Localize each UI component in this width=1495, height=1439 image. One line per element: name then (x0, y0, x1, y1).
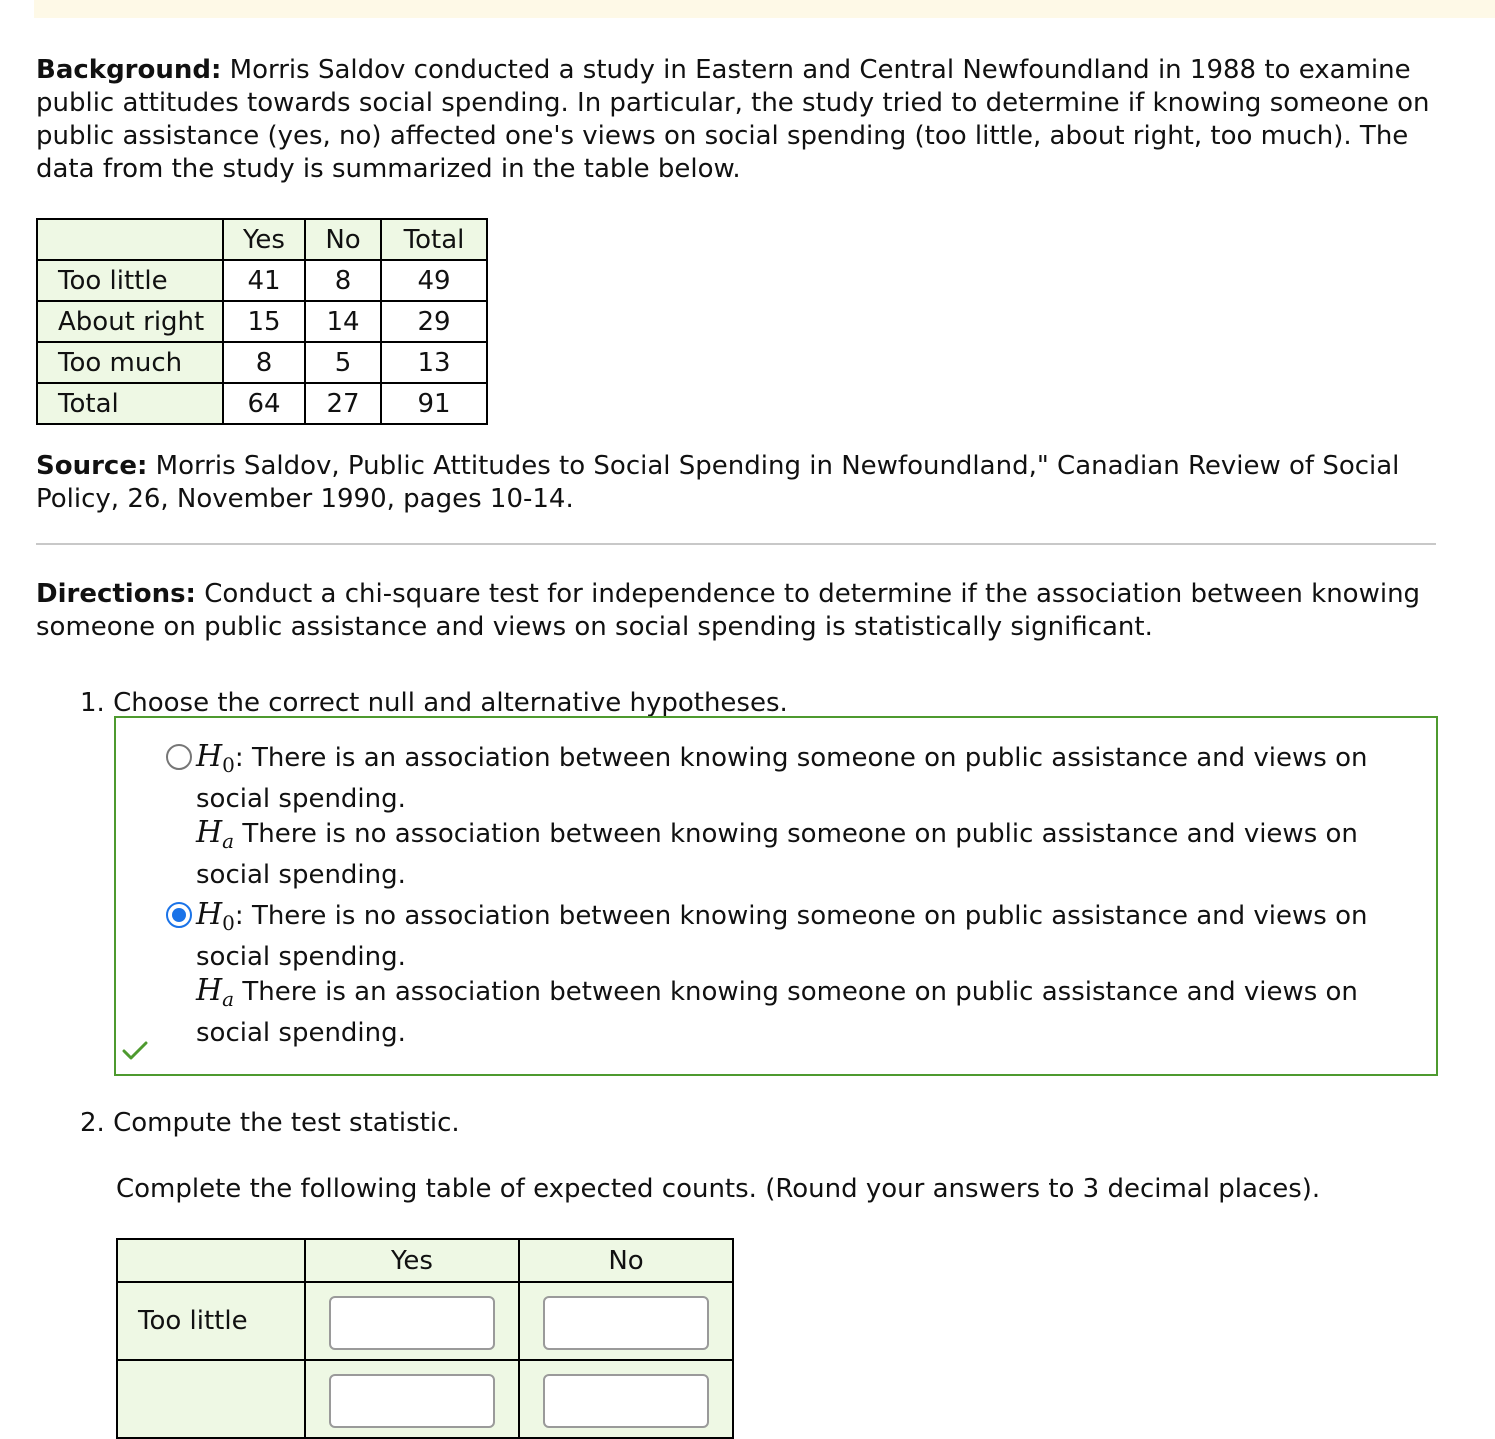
h0-statement: There is no association between knowing someone on public assistance and views on social spending. (196, 901, 1368, 972)
table-row (117, 1282, 733, 1360)
table-cell: 27 (305, 383, 381, 424)
h0-symbol (196, 897, 235, 935)
question-2 (80, 1107, 460, 1140)
row-label: Too much (37, 342, 223, 383)
row-label: Too little (117, 1282, 305, 1360)
h0-letter: H (196, 739, 223, 774)
ha-letter: H (196, 973, 223, 1008)
background-paragraph (36, 54, 1456, 186)
directions-text: Conduct a chi-square test for independence to determine if the association between knowing someone on public assistance and views on social spending is statistically significant. (36, 579, 1421, 642)
observed-counts-table (36, 218, 488, 425)
table-row (37, 301, 487, 342)
table-row (37, 383, 487, 424)
background-label: Background: (36, 55, 222, 85)
hypothesis-choice-b[interactable] (166, 898, 1426, 1050)
radio-button-unselected[interactable] (166, 744, 192, 770)
table-cell (519, 1282, 733, 1360)
question-text: Compute the test statistic. (113, 1108, 460, 1138)
table-header-cell (117, 1239, 305, 1282)
table-header-cell: Yes (223, 219, 305, 260)
table-header-cell: No (305, 219, 381, 260)
source-label: Source: (36, 451, 148, 481)
radio-button-selected[interactable] (166, 902, 192, 928)
hypotheses-answer-box (114, 716, 1438, 1076)
table-header-cell: No (519, 1239, 733, 1282)
table-cell: 13 (381, 342, 487, 383)
table-row (37, 260, 487, 301)
h0-subscript: 0 (222, 911, 235, 935)
expected-next-row-yes-input[interactable] (329, 1374, 495, 1428)
expected-next-row-no-input[interactable] (543, 1374, 709, 1428)
ha-symbol (196, 973, 235, 1011)
table-cell: 14 (305, 301, 381, 342)
table-row (37, 342, 487, 383)
table-row (117, 1360, 733, 1438)
checkmark-icon (122, 1040, 148, 1060)
table-header-row (117, 1239, 733, 1282)
source-text: Morris Saldov, Public Attitudes to Social Spending in Newfoundland," Canadian Review of Social Policy, 26, November 1990, pages 10-14. (36, 451, 1400, 514)
directions-label: Directions: (36, 579, 196, 609)
table-cell (519, 1360, 733, 1438)
table-cell: 5 (305, 342, 381, 383)
h0-statement: There is an association between knowing someone on public assistance and views on social spending. (196, 743, 1368, 814)
table-cell: 8 (305, 260, 381, 301)
table-cell: 41 (223, 260, 305, 301)
expected-counts-instruction: Complete the following table of expected counts. (Round your answers to 3 decimal places). (116, 1174, 1321, 1204)
question-number: 1. (80, 688, 105, 718)
ha-letter: H (196, 815, 223, 850)
directions-paragraph (36, 578, 1456, 644)
source-paragraph (36, 450, 1456, 516)
colon: : (234, 901, 244, 931)
ha-statement: There is no association between knowing someone on public assistance and views on social spending. (196, 819, 1358, 890)
table-header-cell (37, 219, 223, 260)
table-cell (305, 1282, 519, 1360)
choice-body (196, 898, 1426, 1050)
table-cell: 91 (381, 383, 487, 424)
expected-counts-table (116, 1238, 734, 1439)
table-cell (305, 1360, 519, 1438)
expected-too-little-no-input[interactable] (543, 1296, 709, 1350)
ha-subscript: a (222, 829, 235, 853)
table-cell: 29 (381, 301, 487, 342)
h0-symbol (196, 739, 235, 777)
row-label: Total (37, 383, 223, 424)
ha-symbol (196, 815, 235, 853)
colon: : (234, 743, 244, 773)
table-cell: 8 (223, 342, 305, 383)
h0-subscript: 0 (222, 753, 235, 777)
background-text: Morris Saldov conducted a study in Eastern and Central Newfoundland in 1988 to examine public attitudes towards social spending. In particular, the study tried to determine if knowing someone on public assistance (yes, no) affected one's views on social spending (too little, about right, too much). The data from the study is summarized in the table below. (36, 55, 1430, 184)
table-header-row (37, 219, 487, 260)
question-number: 2. (80, 1108, 105, 1138)
hypothesis-choice-a[interactable] (166, 740, 1426, 892)
row-label (117, 1360, 305, 1438)
row-label: About right (37, 301, 223, 342)
table-header-cell: Total (381, 219, 487, 260)
table-cell: 49 (381, 260, 487, 301)
ha-statement: There is an association between knowing someone on public assistance and views on social spending. (196, 977, 1358, 1048)
h0-letter: H (196, 897, 223, 932)
divider (36, 543, 1436, 545)
row-label: Too little (37, 260, 223, 301)
question-text: Choose the correct null and alternative hypotheses. (113, 688, 788, 718)
table-cell: 64 (223, 383, 305, 424)
ha-subscript: a (222, 987, 235, 1011)
table-cell: 15 (223, 301, 305, 342)
table-header-cell: Yes (305, 1239, 519, 1282)
expected-too-little-yes-input[interactable] (329, 1296, 495, 1350)
choice-body (196, 740, 1426, 892)
top-banner (34, 0, 1495, 18)
